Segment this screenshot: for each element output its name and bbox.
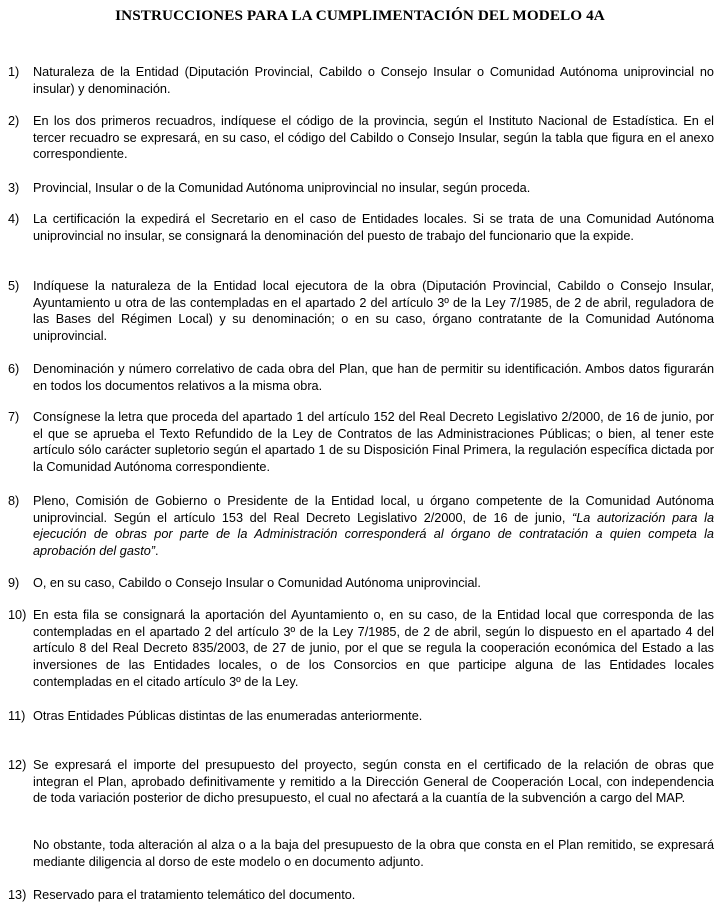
item-text: Indíquese la naturaleza de la Entidad local ejecutora de la obra (Diputación Provincial, Cabildo o Consejo Insular, Ayuntamiento u otra de las contempladas en el apartado 2 del artículo 3º de la Ley 7/1985, de 2 de abril, reguladora de las Bases del Régimen Local) y su denominación; o en su caso, órgano contratante de la Comunidad Autónoma uniprovincial. (33, 279, 714, 344)
item-number: 6) (8, 362, 20, 376)
list-item (8, 113, 714, 163)
list-item (8, 575, 714, 592)
item-number: 12) (8, 758, 27, 772)
item-number: 3) (8, 181, 20, 195)
item-number: 2) (8, 114, 20, 128)
item-number: 13) (8, 888, 27, 902)
item-text: Provincial, Insular o de la Comunidad Autónoma uniprovincial no insular, según proceda. (33, 181, 531, 195)
list-item (8, 64, 714, 97)
item-number: 7) (8, 410, 20, 424)
list-item (8, 361, 714, 394)
item-number: 8) (8, 494, 20, 508)
list-item (8, 607, 714, 691)
item-text: La certificación la expedirá el Secretario en el caso de Entidades locales. Si se trata de una Comunidad Autónoma uniprovincial no insular, se consignará la denominación del puesto de trabajo del funcionario que la expide. (33, 212, 714, 243)
item-text: No obstante, toda alteración al alza o a la baja del presupuesto de la obra que consta en el Plan remitido, se expresará mediante diligencia al dorso de este modelo o en documento adjunto. (33, 838, 714, 869)
item-number: 9) (8, 576, 20, 590)
list-item (8, 887, 714, 904)
item-text: O, en su caso, Cabildo o Consejo Insular o Comunidad Autónoma uniprovincial. (33, 576, 481, 590)
item-text: Reservado para el tratamiento telemático del documento. (33, 888, 356, 902)
list-item (8, 211, 714, 244)
item-number: 10) (8, 608, 27, 622)
list-item (8, 493, 714, 560)
item-text: Consígnese la letra que proceda del apartado 1 del artículo 152 del Real Decreto Legislativo 2/2000, de 16 de junio, por el que se aprueba el Texto Refundido de la Ley de Contratos de las Administraciones Públicas; o bien, al tener este artículo sólo carácter supletorio según el apartado 1 de su Disposición Final Primera, la regulación específica dictada por la Comunidad Autónoma correspondiente. (33, 410, 714, 475)
item-number: 5) (8, 279, 20, 293)
item-number: 1) (8, 65, 20, 79)
item-number: 11) (8, 709, 26, 723)
list-item (8, 278, 714, 345)
item-text: En los dos primeros recuadros, indíquese el código de la provincia, según el Instituto Nacional de Estadística. En el tercer recuadro se expresará, en su caso, el código del Cabildo o Consejo Insular, según la tabla que figura en el anexo correspondiente. (33, 114, 714, 162)
item-text: Naturaleza de la Entidad (Diputación Provincial, Cabildo o Consejo Insular o Comunidad Autónoma uniprovincial no insular) y denominación. (33, 65, 714, 96)
list-item (8, 180, 714, 197)
list-item (8, 708, 714, 725)
item-text-tail: . (155, 544, 159, 559)
item-text: Denominación y número correlativo de cada obra del Plan, que han de permitir su identificación. Ambos datos figurarán en todos los documentos relativos a la misma obra. (33, 362, 714, 393)
list-item-continuation (8, 837, 714, 870)
item-text-plain: Pleno, Comisión de Gobierno o Presidente de la Entidad local, u órgano competente de la Comunidad Autónoma uniprovincial. Según el artículo 153 del Real Decreto Legislativo 2/2000, de 16 de junio, (33, 494, 714, 525)
item-quote: “La autorización para la ejecución de obras por parte de la Administración corresponderá al órgano de contratación a quien competa la aprobación del gasto” (33, 510, 715, 559)
item-number: 4) (8, 212, 20, 226)
item-text: En esta fila se consignará la aportación del Ayuntamiento o, en su caso, de la Entidad local que corresponda de las contempladas en el apartado 2 del artículo 3º de la Ley 7/1985, de 2 de abril, según lo dispuesto en el apartado 4 del artículo 8 del Real Decreto 835/2003, de 27 de junio, por el que se regula la cooperación económica del Estado a las inversiones de las Entidades locales, o de los Consorcios en que participe alguna de las Entidades locales contempladas en el citado artículo 3º de la Ley. (33, 608, 714, 689)
list-item (8, 409, 714, 476)
page-title: INSTRUCCIONES PARA LA CUMPLIMENTACIÓN DEL MODELO 4A (115, 7, 605, 24)
item-text (33, 493, 714, 560)
item-text: Otras Entidades Públicas distintas de las enumeradas anteriormente. (33, 709, 423, 723)
item-text: Se expresará el importe del presupuesto del proyecto, según consta en el certificado de la relación de obras que integran el Plan, aprobado definitivamente y remitido a la Dirección General de Cooperación Local, con independencia de toda variación posterior de dicho presupuesto, el cual no afectará a la cuantía de la subvención a cargo del MAP. (33, 758, 714, 806)
list-item (8, 757, 714, 807)
